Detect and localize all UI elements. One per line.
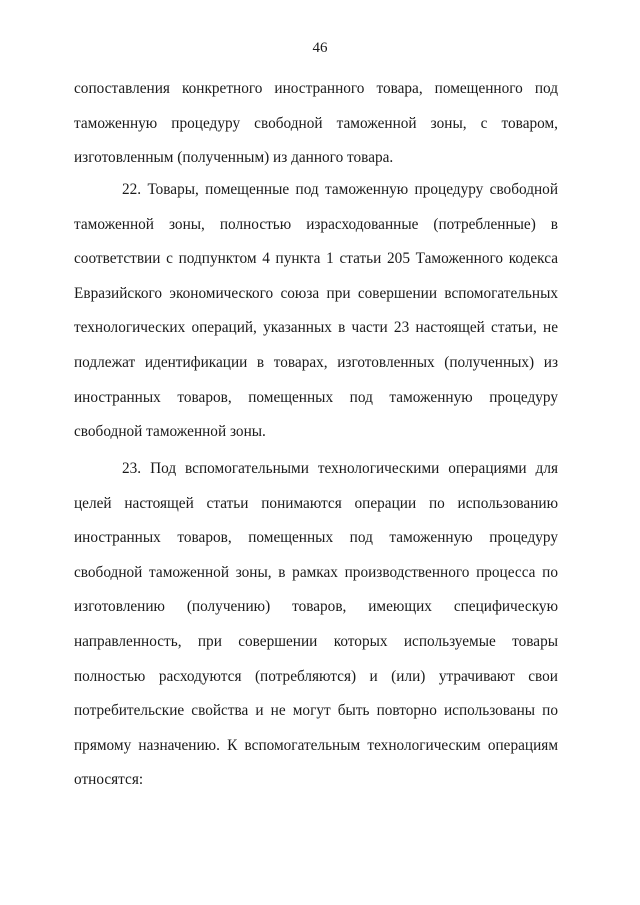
paragraph-23: 23. Под вспомогательными технологическими операциями для целей настоящей статьи понимаются операции по использованию иностранных товаров, помещенных под таможенную процедуру свободной таможенной зоны, в рамках производственного процесса по изготовлению (получению) товаров, имеющих специфическую направленность, при совершении которых используемые товары полностью расходуются (потребляются) и (или) утрачивают свои потребительские свойства и не могут быть повторно использованы по прямому назначению. К вспомогательным технологическим операциям относятся: (74, 460, 558, 789)
paragraph-22: 22. Товары, помещенные под таможенную процедуру свободной таможенной зоны, полностью израсходованные (потребленные) в соответствии с подпунктом 4 пункта 1 статьи 205 Таможенного кодекса Евразийского экономического союза при совершении вспомогательных технологических операций, указанных в части 23 настоящей статьи, не подлежат идентификации в товарах, изготовленных (полученных) из иностранных товаров, помещенных под таможенную процедуру свободной таможенной зоны. (74, 181, 558, 441)
paragraph-continuation: сопоставления конкретного иностранного товара, помещенного под таможенную процедуру свободной таможенной зоны, с товаром, изготовленным (полученным) из данного товара. (74, 80, 558, 167)
page-number: 46 (312, 40, 328, 56)
